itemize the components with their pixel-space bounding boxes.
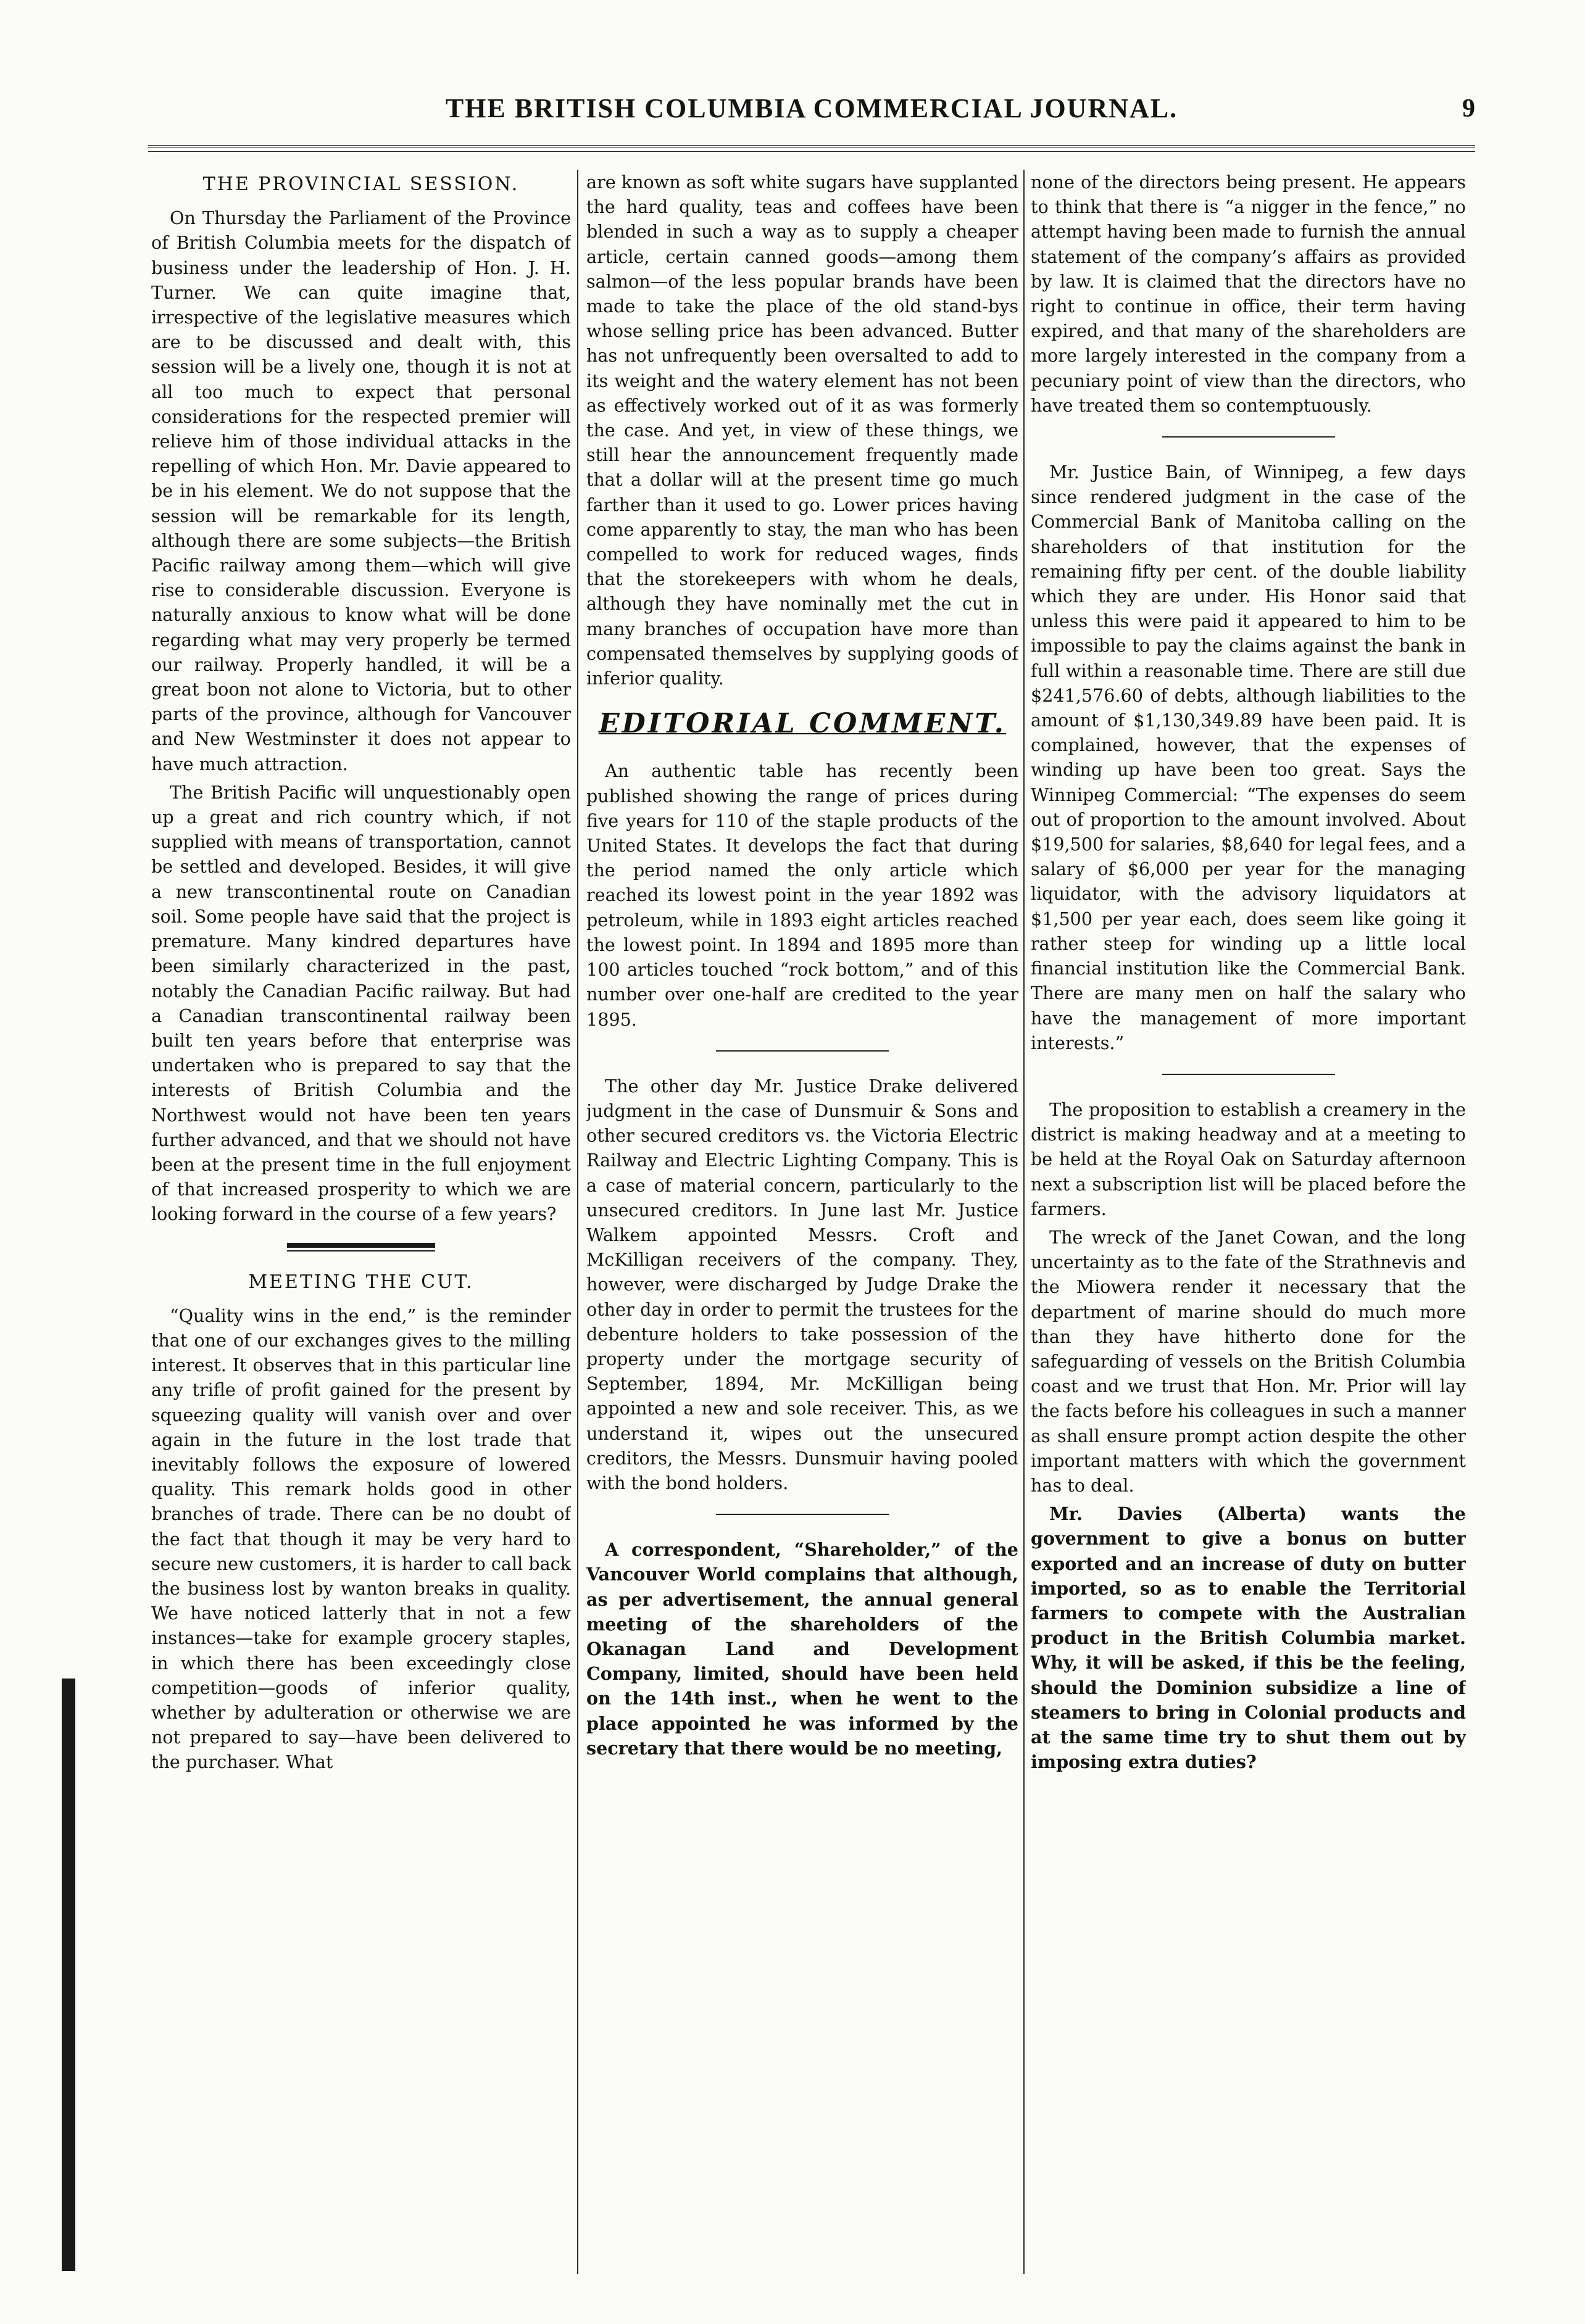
article-paragraph: On Thursday the Parliament of the Province of British Columbia meets for the dispatch of business under the leadership of Hon. J. H. Turner. We can quite imagine that, irrespective of the legislative measures which are to be discussed and dealt with, this session will be a lively one, though it is not at all too much to expect that personal considerations for the respected premier will relieve him of those individual attacks in the repelling of which Hon. Mr. Davie appeared to be in his element. We do not suppose that the session will be remarkable for its length, although there are some subjects—the British Pacific railway among them—which will give rise to considerable discussion. Everyone is naturally anxious to know what will be done regarding what may very properly be termed our railway. Properly handled, it will be a great boon not alone to Victoria, but to other parts of the province, although for Vancouver and New Westminster it does not appear to have much attraction. [151,207,571,774]
item-separator [1162,1074,1335,1075]
article-paragraph: An authentic table has recently been published showing the range of prices during five years for 110 of the staple products of the United States. It develops the fact that during the period named the only article which reached its lowest point in the year 1892 was petroleum, while in 1893 eight articles reached the lowest point. In 1894 and 1895 more than 100 articles touched “rock bottom,” and of this number over one-half are credited to the year 1895. [586,760,1018,1030]
scan-margin-bar [62,1679,75,2271]
article-paragraph: are known as soft white sugars have supplanted the hard quality, teas and coffees have been blended in such a way as to supply a cheaper article, certain canned goods—among them salmon—of the less popular brands have been made to take the place of the old stand-bys whose selling price has been advanced. Butter has not unfrequently been oversalted to add to its weight and the watery element has not been as effectively worked out of it as was formerly the case. And yet, in view of these things, we still hear the announcement frequently made that a dollar will at the present time go much farther than it used to go. Lower prices having come apparently to stay, the man who has been compelled to work for reduced wages, finds that the storekeepers with whom he deals, although they have nominally met the cut in many branches of occupation have more than compensated themselves by supplying goods of inferior quality. [586,172,1018,689]
article-paragraph: A correspondent, “Shareholder,” of the Vancouver World complains that although, as per advertisement, the annual general meeting of the shareholders of the Okanagan Land and Development Company, limited, should have been held on the 14th inst., when he went to the place appointed he was informed by the secretary that there would be no meeting, [586,1539,1018,1759]
article-paragraph: Mr. Justice Bain, of Winnipeg, a few days since rendered judgment in the case of the Commercial Bank of Manitoba calling on the shareholders of that institution for the remaining fifty per cent. of the double liability which they are under. His Honor said that unless this were paid it appeared to him to be impossible to pay the claims against the bank in full within a reasonable time. There are still due $241,576.60 of debts, although liabilities to the amount of $1,130,349.89 have been paid. It is complained, however, that the expenses of winding up have been too great. Says the Winnipeg Commercial: “The expenses do seem out of proportion to the amount involved. About $19,500 for salaries, $8,640 for legal fees, and a salary of $6,000 per year for the managing liquidator, with the advisory liquidators at $1,500 per year each, does seem like going it rather steep for winding up a little local financial institution like the Commercial Bank. There are many men on half the salary who have the management of more important interests.” [1031,462,1466,1053]
article-paragraph: none of the directors being present. He appears to think that there is “a nigger in the fence,” no attempt having been made to furnish the annual statement of the company’s affairs as provided by law. It is claimed that the directors have no right to continue in office, their term having expired, and that many of the shareholders are more largely interested in the company from a pecuniary point of view than the directors, who have treated them so contemptuously. [1031,172,1466,416]
article-paragraph: “Quality wins in the end,” is the reminder that one of our exchanges gives to the milling interest. It observes that in this particular line any trifle of profit gained for the present by squeezing quality will vanish over and over again in the future in the lost trade that inevitably follows the exposure of lowered quality. This remark holds good in other branches of trade. There can be no doubt of the fact that though it may be very hard to secure new customers, it is harder to call back the business lost by wanton breaks in quality. We have noticed latterly that in not a few instances—take for example grocery staples, in which there has been exceedingly close competition—goods of inferior quality, whether by adulteration or otherwise we are not prepared to say—have been delivered to the purchaser. What [151,1305,571,1773]
page-header [148,93,1475,142]
article-paragraph: The wreck of the Janet Cowan, and the long uncertainty as to the fate of the Strathnevis and the Miowera render it necessary that the department of marine should do much more than they have hitherto done for the safeguarding of vessels on the British Columbia coast and we trust that Hon. Mr. Prior will lay the facts before his colleagues in such a manner as shall ensure prompt action despite the other important matters with which the government has to deal. [1031,1226,1466,1496]
column-1 [151,170,571,2286]
article-paragraph: The British Pacific will unquestionably open up a great and rich country which, if not supplied with means of transportation, cannot be settled and developed. Besides, it will give a new transcontinental route on Canadian soil. Some people have said that the project is premature. Many kindred departures have been similarly characterized in the past, notably the Canadian Pacific railway. But had a Canadian transcontinental railway been built ten years before that enterprise was undertaken who is prepared to say that the interests of British Columbia and the Northwest would not have been ten years further advanced, and that we should not have been at the present time in the full enjoyment of that increased prosperity to which we are looking forward in the course of a few years? [151,781,571,1225]
header-rule [148,145,1475,152]
article-paragraph: The other day Mr. Justice Drake delivered judgment in the case of Dunsmuir & Sons and other secured creditors vs. the Victoria Electric Railway and Electric Lighting Company. This is a case of material concern, particularly to the unsecured creditors. In June last Mr. Justice Walkem appointed Messrs. Croft and McKilligan receivers of the company. They, however, were discharged by Judge Drake the other day in order to permit the trustees for the debenture holders to take possession of the property under the mortgage security of September, 1894, Mr. McKilligan being appointed a new and sole receiver. This, as we understand it, wipes out the unsecured creditors, the Messrs. Dunsmuir having pooled with the bond holders. [586,1075,1018,1493]
column-2 [586,170,1018,2286]
item-separator [716,1514,889,1515]
headline-provincial-session: THE PROVINCIAL SESSION. [202,173,520,195]
column-3 [1031,170,1466,2286]
article-paragraph: Mr. Davies (Alberta) wants the government to give a bonus on butter exported and an increase of duty on butter imported, so as to enable the Territorial farmers to compete with the Australian product in the British Columbia market. Why, it will be asked, if this be the feeling, should the Dominion subsidize a line of steamers to bring in Colonial products and at the same time try to shut them out by imposing extra duties? [1031,1503,1466,1773]
journal-title: THE BRITISH COLUMBIA COMMERCIAL JOURNAL. [445,93,1178,123]
item-separator [716,1050,889,1052]
headline-editorial-comment: EDITORIAL COMMENT. [599,708,1006,740]
page-number: 9 [1462,94,1475,123]
column-divider [577,170,578,2274]
column-divider [1023,170,1025,2274]
headline-meeting-the-cut: MEETING THE CUT. [248,1271,474,1293]
article-paragraph: The proposition to establish a creamery in the district is making headway and at a meeting to be held at the Royal Oak on Saturday afternoon next a subscription list will be placed before the farmers. [1031,1098,1466,1219]
item-separator [1162,436,1335,438]
section-rule [287,1243,435,1251]
